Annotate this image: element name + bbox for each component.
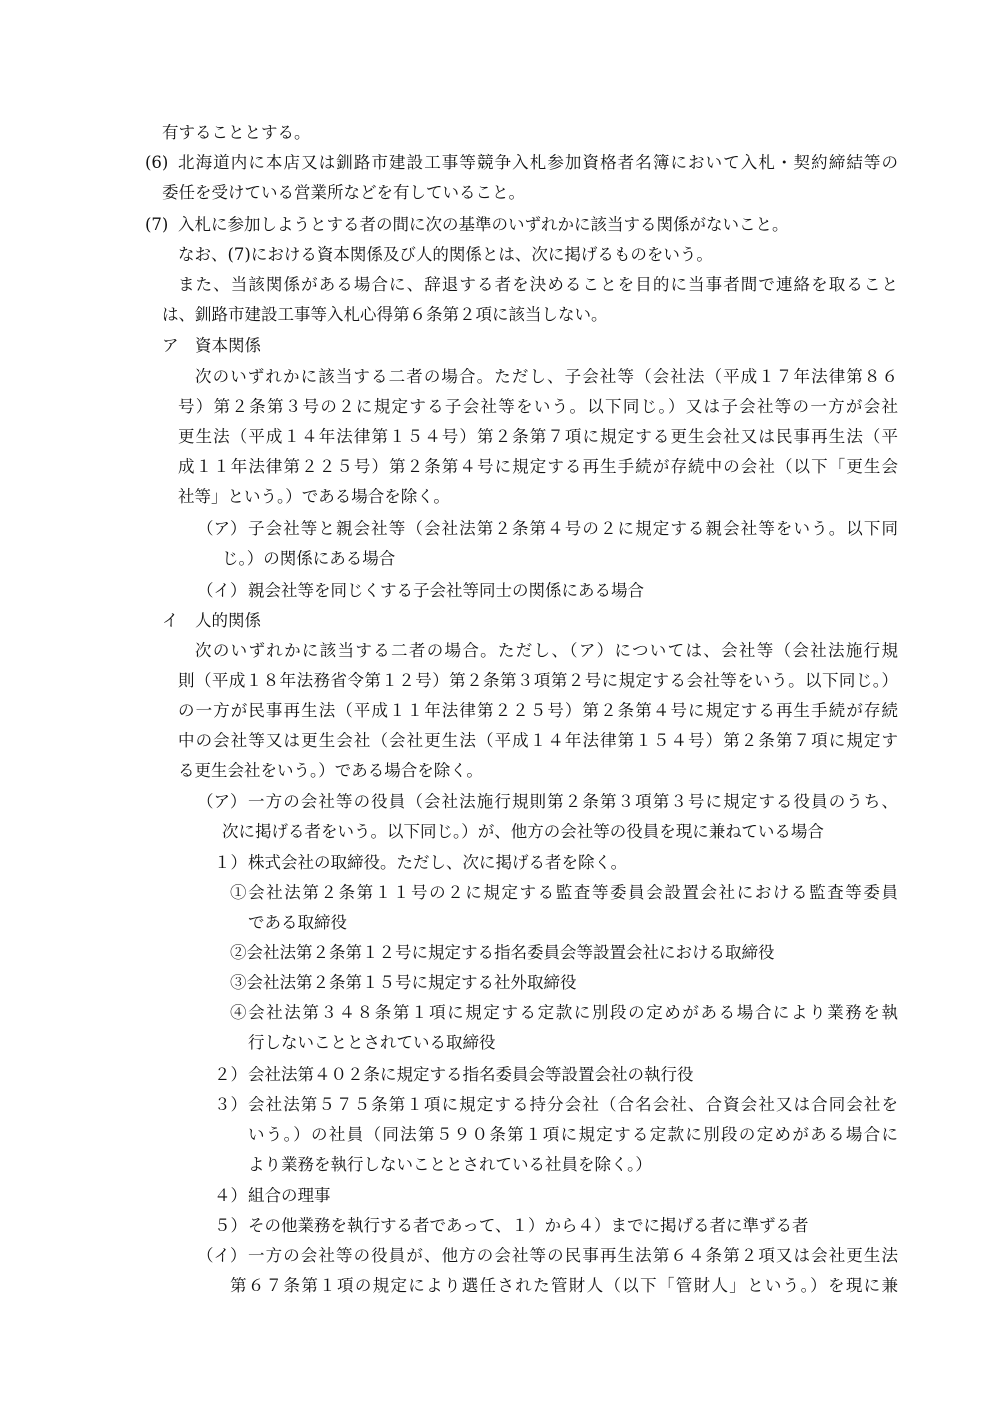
clause-marker: (7)	[145, 215, 169, 234]
clause-marker: (6)	[145, 153, 169, 172]
item-marker: （ア）	[197, 792, 247, 811]
subitem-marker: ４）	[214, 1186, 247, 1205]
subitem-marker: ２）	[214, 1065, 247, 1084]
item-marker: （ア）	[197, 519, 247, 538]
item-marker: （イ）	[197, 581, 247, 600]
subitem-marker: ３）	[214, 1095, 247, 1114]
subitem-marker: １）	[214, 853, 247, 872]
item-marker: （イ）	[197, 1246, 247, 1265]
subitem-marker: ５）	[214, 1216, 247, 1235]
document-page: 有することとする。 (6) 北海道内に本店又は釧路市建設工事等競争入札参加資格者名簿において入札・契約締結等の 委任を受けている営業所などを有していること。 (7) 入札に参加しようとする者の間に次の基準のいずれかに該当する関係がないこと。 なお、(7)における資本関係及び人的関係とは、次に掲げるものをいう。 また、当該関係がある場合に、辞退する者を決めることを目的に当事者間で連絡を取ること は、釧路市建設工事等入札心得第６条第２項に該当しない。 ア 資本関係 次のいずれかに該当する二者の場合。ただし、子会社等（会社法（平成１７年法律第８６ 号）第２条第３号の２に規定する子会社等をいう。以下同じ。）又は子会社等の一方が会社 更生法（平成１４年法律第１５４号）第２条第７項に規定する更生会社又は民事再生法（平 成１１年法律第２２５号）第２条第４号に規定する再生手続が存続中の会社（以下「更生会 社等」という。）である場合を除く。 （ア） 子会社等と親会社等（会社法第２条第４号の２に規定する親会社等をいう。以下同 じ。）の関係にある場合 （イ） 親会社等を同じくする子会社等同士の関係にある場合 イ 人的関係 次のいずれかに該当する二者の場合。ただし、（ア）については、会社等（会社法施行規 則（平成１８年法務省令第１２号）第２条第３項第２号に規定する会社等をいう。以下同じ。） の一方が民事再生法（平成１１年法律第２２５号）第２条第４号に規定する再生手続が存続 中の会社等又は更生会社（会社更生法（平成１４年法律第１５４号）第２条第７項に規定す る更生会社をいう。）である場合を除く。 （ア） 一方の会社等の役員（会社法施行規則第２条第３項第３号に規定する役員のうち、 次に掲げる者をいう。以下同じ。）が、他方の会社等の役員を現に兼ねている場合 １） 株式会社の取締役。ただし、次に掲げる者を除く。 ①会社法第２条第１１号の２に規定する監査等委員会設置会社における監査等委員 である取締役 ②会社法第２条第１２号に規定する指名委員会等設置会社における取締役 ③会社法第２条第１５号に規定する社外取締役 ④会社法第３４８条第１項に規定する定款に別段の定めがある場合により業務を執 行しないこととされている取締役 ２） 会社法第４０２条に規定する指名委員会等設置会社の執行役 ３） 会社法第５７５条第１項に規定する持分会社（合名会社、合資会社又は合同会社を いう。）の社員（同法第５９０条第１項に規定する定款に別段の定めがある場合に より業務を執行しないこととされている社員を除く。） ４） 組合の理事 ５） その他業務を執行する者であって、１）から４）までに掲げる者に準ずる者 （イ） 一方の会社等の役員が、他方の会社等の民事再生法第６４条第２項又は会社更生法 第６７条第１項の規定により選任された管財人（以下「管財人」という。）を現に兼	[145, 123, 899, 1295]
section-marker: イ	[162, 611, 179, 630]
section-marker: ア	[162, 336, 179, 355]
